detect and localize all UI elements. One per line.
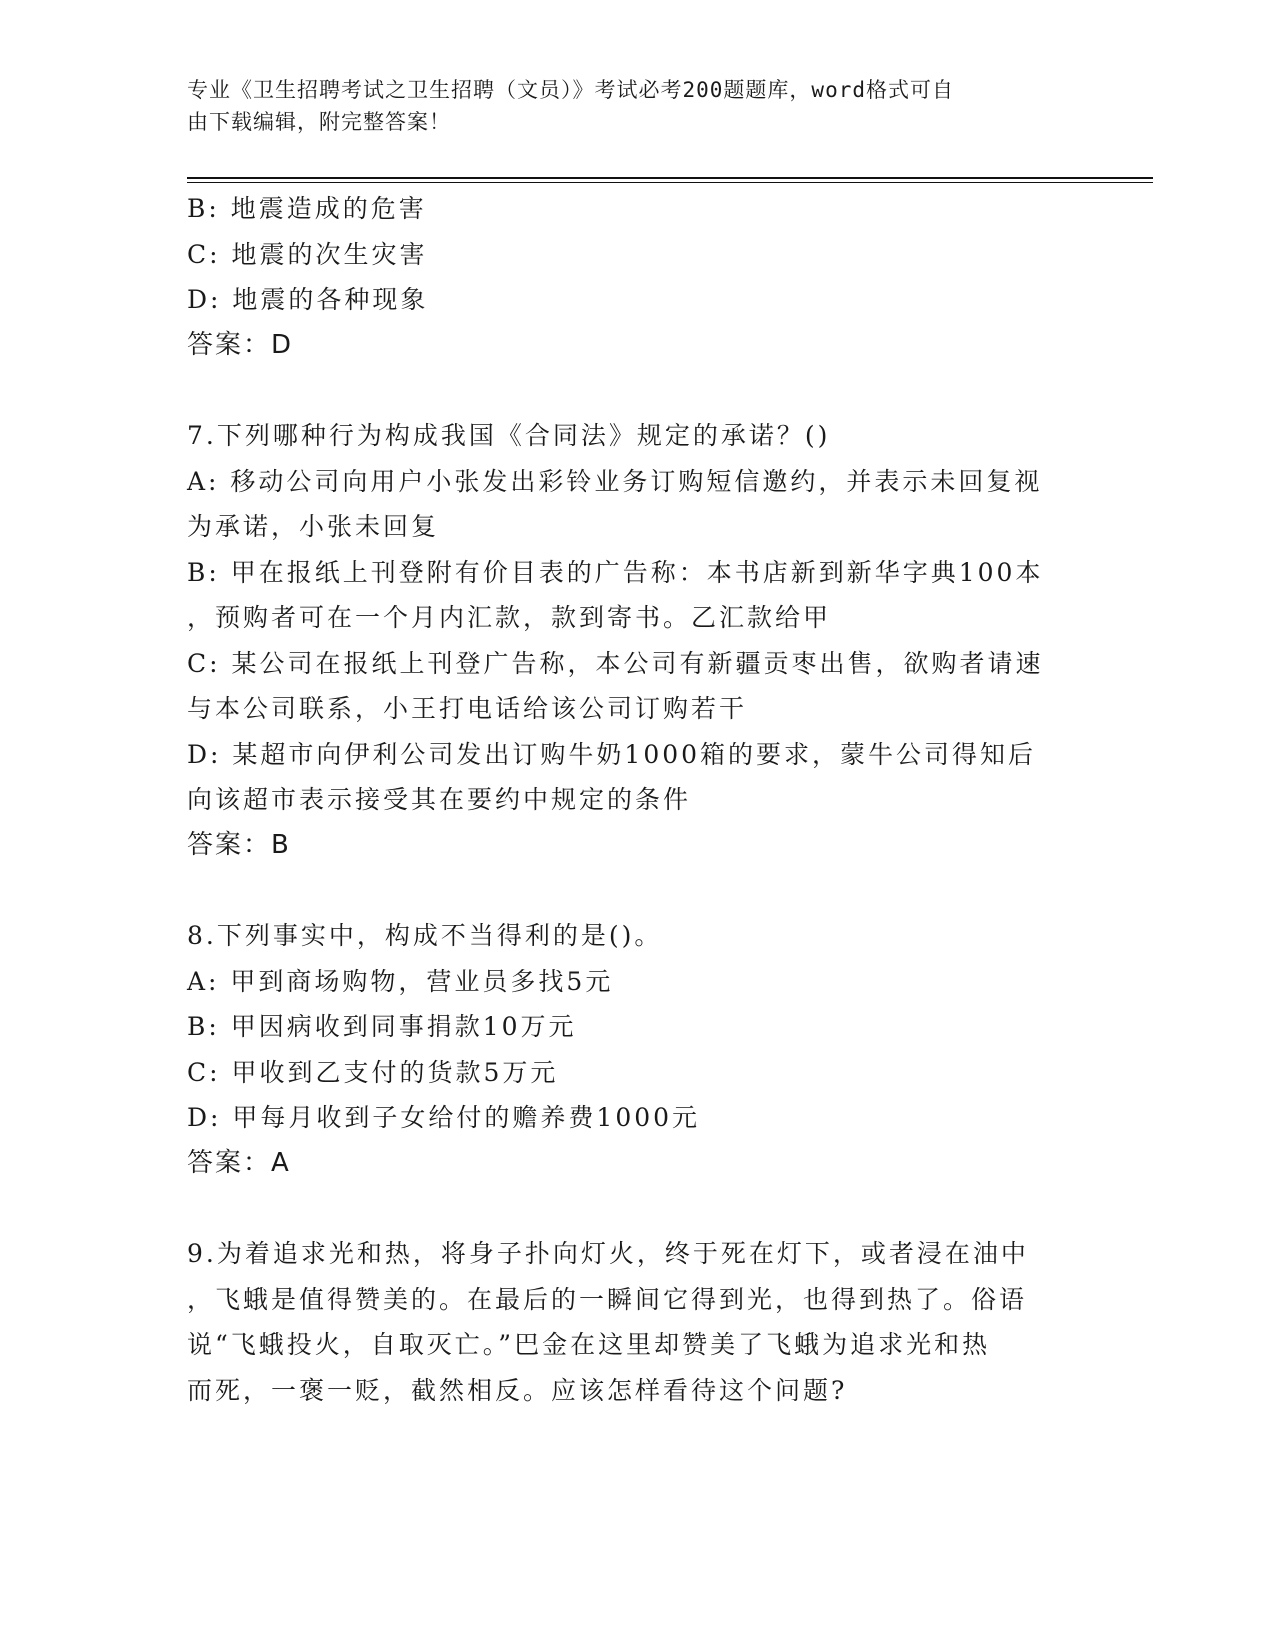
header-line-1: 专业《卫生招聘考试之卫生招聘（文员）》考试必考200题题库，word格式可自	[187, 78, 954, 102]
question-6-tail	[187, 186, 1087, 368]
question-8	[187, 913, 1087, 1186]
option-b: B: 地震造成的危害	[187, 194, 427, 223]
header-line-2: 由下载编辑，附完整答案！	[187, 110, 451, 134]
option-d-cont: 向该超市表示接受其在要约中规定的条件	[187, 785, 692, 814]
answer: 答案：B	[187, 829, 291, 860]
question-text-line-4: 而死，一褒一贬，截然相反。应该怎样看待这个问题?	[187, 1375, 848, 1405]
option-d: D: 某超市向伊利公司发出订购牛奶1000箱的要求，蒙牛公司得知后	[187, 739, 1037, 769]
document-body	[187, 186, 1087, 1413]
question-text-line-1: 9.为着追求光和热，将身子扑向灯火，终于死在灯下，或者浸在油中	[187, 1239, 1029, 1268]
option-a: A: 甲到商场购物，营业员多找5元	[187, 966, 614, 996]
option-a-cont: 为承诺，小张未回复	[187, 512, 440, 541]
option-a: A: 移动公司向用户小张发出彩铃业务订购短信邀约，并表示未回复视	[187, 466, 1043, 496]
option-b: B: 甲因病收到同事捐款10万元	[187, 1012, 577, 1041]
option-d: D: 地震的各种现象	[187, 285, 429, 314]
question-text: 8.下列事实中，构成不当得利的是()。	[187, 921, 663, 950]
question-7	[187, 413, 1087, 868]
answer: 答案：D	[187, 329, 294, 360]
option-c: C: 某公司在报纸上刊登广告称，本公司有新疆贡枣出售，欲购者请速	[187, 648, 1044, 678]
document-header	[187, 74, 1067, 138]
option-c: C: 甲收到乙支付的货款5万元	[187, 1057, 559, 1087]
option-c: C: 地震的次生灾害	[187, 239, 428, 269]
answer: 答案：A	[187, 1147, 291, 1178]
header-rule-thick	[187, 177, 1153, 179]
option-b: B: 甲在报纸上刊登附有价目表的广告称：本书店新到新华字典100本	[187, 557, 1044, 587]
question-9	[187, 1231, 1087, 1413]
option-c-cont: 与本公司联系，小王打电话给该公司订购若干	[187, 694, 748, 723]
option-b-cont: ，预购者可在一个月内汇款，款到寄书。乙汇款给甲	[187, 603, 832, 632]
question-text: 7.下列哪种行为构成我国《合同法》规定的承诺？()	[187, 421, 831, 450]
question-text-line-2: ，飞蛾是值得赞美的。在最后的一瞬间它得到光，也得到热了。俗语	[187, 1284, 1028, 1314]
header-rule-thin	[187, 182, 1153, 183]
question-text-line-3: 说“飞蛾投火，自取灭亡。”巴金在这里却赞美了飞蛾为追求光和热	[187, 1330, 991, 1359]
option-d: D: 甲每月收到子女给付的赡养费1000元	[187, 1103, 701, 1132]
